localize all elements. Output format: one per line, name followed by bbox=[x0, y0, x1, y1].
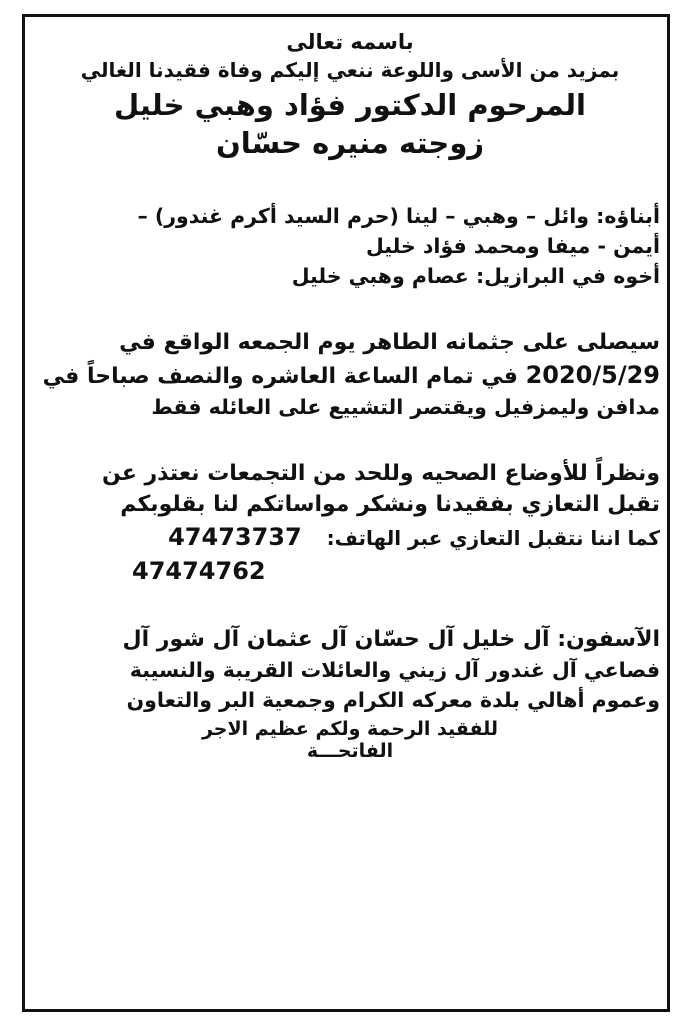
brother-name: عصام وهبي خليل bbox=[291, 264, 469, 288]
sons-label: أبناؤه: bbox=[596, 204, 660, 228]
phone-row bbox=[40, 523, 660, 551]
notice-line-2: تقبل التعازي بفقيدنا ونشكر مواساتكم لنا بقلوبكم bbox=[120, 492, 660, 517]
funeral-line-1: سيصلى على جثمانه الطاهر يوم الجمعه الواقع في bbox=[119, 330, 660, 355]
funeral-date: 2020/5/29 bbox=[525, 361, 660, 389]
sons-names: وائل – وهبي – لينا (حرم السيد أكرم غندور) – bbox=[137, 204, 590, 228]
phone-number-1: 47473737 bbox=[168, 523, 302, 551]
mourners-line-3: وعموم أهالي بلدة معركه الكرام وجمعية البر والتعاون bbox=[126, 688, 660, 712]
obituary-notice bbox=[40, 30, 660, 762]
phone-label: كما اننا نتقبل التعازي عبر الهاتف: bbox=[326, 526, 660, 550]
intro-line: بمزيد من الأسى واللوعة ننعي إليكم وفاة فقيدنا الغالي bbox=[80, 58, 620, 82]
brother-line bbox=[40, 264, 660, 288]
funeral-time: في تمام الساعة العاشره والنصف صباحاً في bbox=[42, 364, 518, 389]
sons-line-2: أيمن - ميفا ومحمد فؤاد خليل bbox=[365, 234, 660, 258]
greeting-line: باسمه تعالى bbox=[286, 30, 414, 54]
mourners-label: الآسفون: bbox=[557, 627, 660, 652]
funeral-line-3: مدافن وليمزفيل ويقتصر التشييع على العائله فقط bbox=[151, 395, 660, 419]
mourners-families: آل خليل آل حسّان آل عثمان آل شور آل bbox=[122, 627, 550, 652]
funeral-line-2 bbox=[40, 361, 660, 389]
phone-row-2 bbox=[40, 557, 660, 591]
mourners-line-2: فصاعي آل غندور آل زيني والعائلات القريبة والنسيبة bbox=[129, 658, 660, 682]
closing-prayer: للفقيد الرحمة ولكم عظيم الاجر bbox=[201, 718, 499, 740]
deceased-name: المرحوم الدكتور فؤاد وهبي خليل bbox=[114, 88, 586, 122]
brother-label: أخوه في البرازيل: bbox=[475, 264, 660, 288]
mourners-line-1 bbox=[40, 627, 660, 652]
fatiha-line: الفاتحـــة bbox=[306, 740, 394, 762]
sons-line-1 bbox=[40, 204, 660, 228]
spouse-name: زوجته منيره حسّان bbox=[215, 126, 485, 160]
phone-number-2: 47474762 bbox=[132, 557, 266, 585]
notice-line-1: ونظراً للأوضاع الصحيه وللحد من التجمعات نعتذر عن bbox=[102, 461, 660, 486]
